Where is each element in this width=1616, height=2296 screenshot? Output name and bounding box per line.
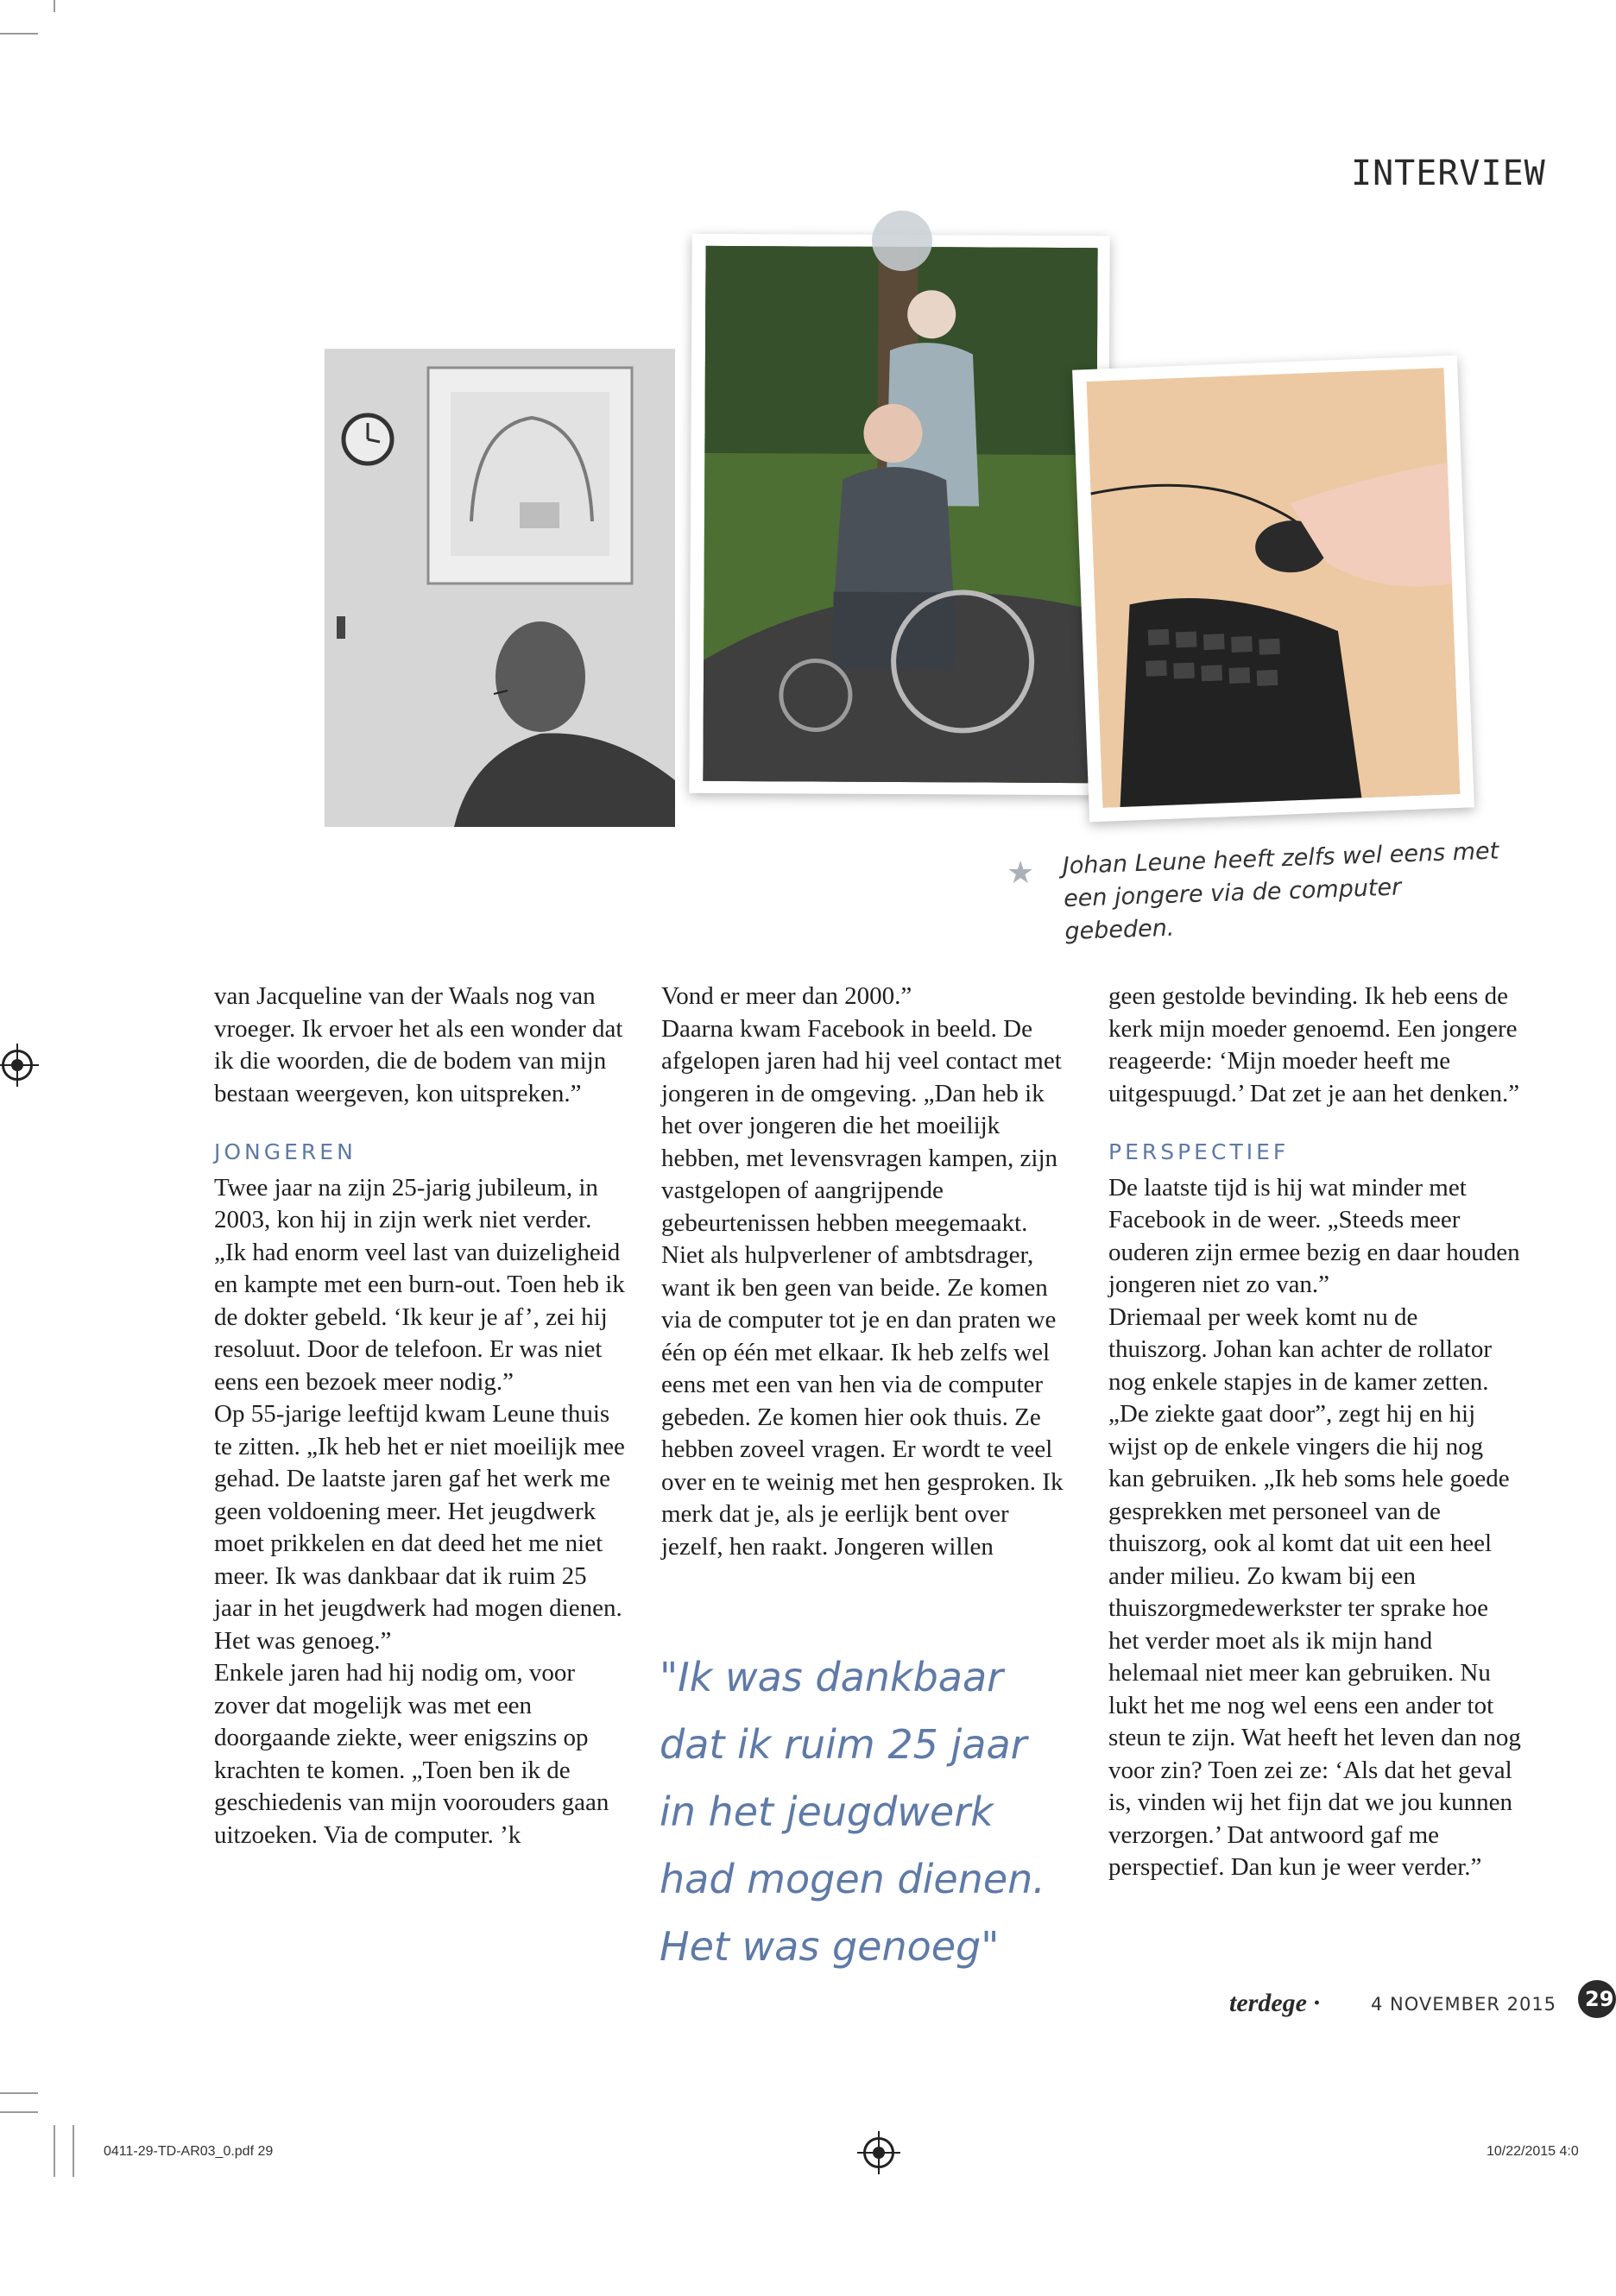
crop-mark bbox=[54, 0, 55, 12]
pull-quote-line: had mogen dienen. bbox=[660, 1856, 1045, 1902]
paragraph: De laatste tijd is hij wat minder met Facebook in de weer. „Steeds meer ouderen zijn ermee bezig en daar houden jongeren niet zo van.” bbox=[1108, 1173, 1520, 1298]
crop-mark bbox=[73, 2125, 74, 2177]
issue-date: 4 NOVEMBER 2015 bbox=[1371, 1994, 1557, 2015]
pull-quote-line: dat ik ruim 25 jaar bbox=[660, 1721, 1027, 1768]
pull-quote-line: in het jeugdwerk bbox=[660, 1788, 994, 1835]
section-label: INTERVIEW bbox=[1351, 154, 1546, 193]
paragraph: Twee jaar na zijn 25-jarig jubileum, in 2003, kon hij in zijn werk niet verder. „Ik had enorm veel last van duizeligheid en kampte met een burn-out. Toen heb ik de dokter gebeld. ‘Ik keur je af’, zei hij resoluut. Door de telefoon. Er was niet eens een bezoek meer nodig.” bbox=[214, 1173, 625, 1396]
magazine-brand: terdege · bbox=[1229, 1989, 1320, 2017]
caption-line-1: Johan Leune heeft zelfs wel eens met bbox=[1062, 837, 1499, 880]
paragraph: geen gestolde bevinding. Ik heb eens de kerk mijn moeder genoemd. Een jongere reageerde: ‘Mijn moeder heeft me uitgespuugd.’ Dat zet je aan het denken.” bbox=[1108, 982, 1520, 1107]
photo-man-profile bbox=[325, 349, 675, 827]
photo-caption bbox=[1062, 835, 1514, 949]
print-slug-file: 0411-29-TD-AR03_0.pdf 29 bbox=[104, 2144, 274, 2159]
subheading-perspectief: PERSPECTIEF bbox=[1108, 1139, 1290, 1164]
paragraph: van Jacqueline van der Waals nog van vroeger. Ik ervoer het als een wonder dat ik die woorden, die de bodem van mijn bestaan weergeven, kon uitspreken.” bbox=[214, 982, 623, 1107]
paragraph: Daarna kwam Facebook in beeld. De afgelopen jaren had hij veel contact met jongeren in de omgeving. „Dan heb ik het over jongeren die het moeilijk hebben, met levensvragen kampen, zijn vastgelopen of aangrijpende gebeurtenissen hebben meegemaakt. Niet als hulpverlener of ambtsdrager, want ik ben geen van beide. Ze komen via de computer tot je en dan praten we één op één met elkaar. Ik heb zelfs wel eens met een van hen via de computer gebeden. Ze komen hier ook thuis. Ze hebben zoveel vragen. Er wordt te veel over en te weinig met hen gesproken. Ik merk dat je, als je eerlijk bent over jezelf, hen raakt. Jongeren willen bbox=[661, 1014, 1064, 1561]
photo-wheelchair bbox=[703, 246, 1097, 783]
pull-quote bbox=[660, 1643, 1074, 1980]
photo-computer bbox=[1087, 368, 1461, 808]
star-icon: ★ bbox=[1007, 855, 1035, 890]
photo-computer-frame bbox=[1072, 356, 1474, 823]
photo-man-profile-art bbox=[325, 349, 675, 827]
subheading-jongeren: JONGEREN bbox=[214, 1139, 357, 1164]
text-column-2 bbox=[661, 981, 1076, 1563]
page-number: 29 bbox=[1578, 1980, 1616, 2018]
pull-quote-line: "Ik was dankbaar bbox=[660, 1654, 1004, 1700]
pull-quote-line: Het was genoeg" bbox=[660, 1923, 1000, 1970]
text-column-1 bbox=[214, 981, 627, 1851]
registration-mark-icon bbox=[863, 2137, 894, 2168]
paragraph: Driemaal per week komt nu de thuiszorg. Johan kan achter de rollator nog enkele stapjes in de kamer zetten. „De ziekte gaat door”, zegt hij en hij wijst op de enkele vingers die hij nog kan gebruiken. „Ik heb soms hele goede gesprekken met personeel van de thuiszorg, ook al komt dat uit een heel ander milieu. Zo kwam bij een thuiszorgmedewerkster ter sprake hoe het verder moet als ik mijn hand helemaal niet meer kan gebruiken. Nu lukt het me nog wel eens een ander tot steun te zijn. Wat heeft het leven dan nog voor zin? Toen zei ze: ‘Als dat het geval is, vinden wij het fijn dat we jou kunnen verzorgen.’ Dat antwoord gaf me perspectief. Dan kun je weer verder.” bbox=[1108, 1303, 1521, 1881]
pin-decoration bbox=[872, 211, 932, 271]
crop-mark bbox=[54, 2125, 55, 2177]
crop-mark bbox=[0, 2111, 38, 2113]
caption-line-2: een jongere via de computer gebeden. bbox=[1063, 874, 1402, 946]
paragraph: Vond er meer dan 2000.” bbox=[661, 982, 912, 1010]
paragraph: Enkele jaren had hij nodig om, voor zover dat mogelijk was met een doorgaande ziekte, weer enigszins op krachten te komen. „Toen ben ik de geschiedenis van mijn voorouders gaan uitzoeken. Via de computer. ’k bbox=[214, 1659, 609, 1849]
crop-mark bbox=[0, 2092, 38, 2094]
registration-mark-icon bbox=[2, 1050, 33, 1081]
text-column-3 bbox=[1108, 981, 1523, 1884]
photo-wheelchair-art bbox=[703, 246, 1097, 783]
photo-computer-art bbox=[1087, 368, 1461, 808]
crop-mark bbox=[0, 33, 38, 35]
paragraph: Op 55-jarige leeftijd kwam Leune thuis te zitten. „Ik heb het er niet moeilijk mee gehad. De laatste jaren gaf het werk me geen voldoening meer. Het jeugdwerk moet prikkelen en dat deed het me niet meer. Ik was dankbaar dat ik ruim 25 jaar in het jeugdwerk had mogen dienen. Het was genoeg.” bbox=[214, 1400, 625, 1655]
brand-name: terdege bbox=[1229, 1989, 1307, 2017]
print-slug-date: 10/22/2015 4:0 bbox=[1487, 2144, 1579, 2159]
photo-wheelchair-frame bbox=[689, 234, 1109, 796]
